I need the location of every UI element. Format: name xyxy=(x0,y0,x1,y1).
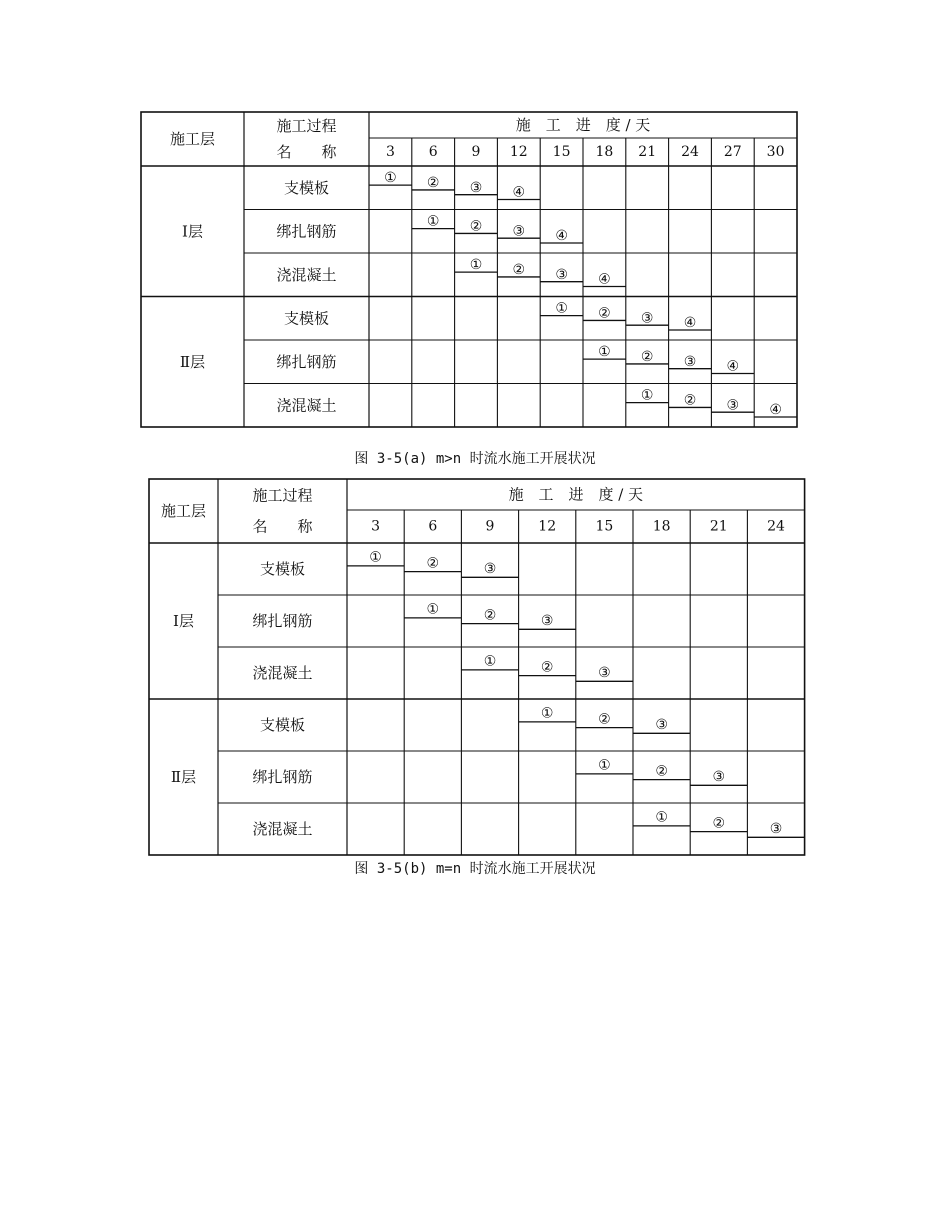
day-tick-label: 12 xyxy=(509,144,528,160)
segment-label: ③ xyxy=(540,613,554,630)
process-name: 支模板 xyxy=(260,560,305,579)
day-tick-label: 21 xyxy=(709,518,728,535)
segment-label: ② xyxy=(426,174,440,191)
schedule-table-a xyxy=(140,111,798,428)
day-tick-label: 6 xyxy=(428,144,438,160)
schedule-figure-a xyxy=(140,111,798,428)
segment-label: ② xyxy=(640,348,654,365)
day-tick-label: 24 xyxy=(681,144,699,160)
segment-label: ① xyxy=(426,601,440,618)
segment-label: ③ xyxy=(683,353,697,370)
layer-label: Ⅱ层 xyxy=(170,767,197,786)
day-tick-label: 21 xyxy=(638,144,657,160)
segment-label: ① xyxy=(555,300,568,317)
segment-label: ② xyxy=(712,815,726,832)
segment-label: ④ xyxy=(769,402,782,419)
figure-caption-a: 图 3-5(a) m>n 时流水施工开展状况 xyxy=(354,451,596,467)
process-name: 支模板 xyxy=(283,309,330,328)
layer-label: Ⅱ层 xyxy=(179,352,206,371)
schedule-figure-b xyxy=(148,478,806,856)
day-tick-label: 15 xyxy=(552,144,571,160)
process-name: 浇混凝土 xyxy=(252,819,313,838)
process-name: 支模板 xyxy=(283,178,330,197)
process-column-subheader: 名 称 xyxy=(276,143,337,161)
segment-label: ② xyxy=(683,392,697,409)
segment-label: ③ xyxy=(726,397,740,414)
segment-label: ③ xyxy=(640,310,654,327)
segment-label: ③ xyxy=(712,768,726,785)
segment-label: ② xyxy=(469,218,483,235)
process-name: 浇混凝土 xyxy=(252,664,313,682)
schedule-table-b xyxy=(148,478,806,856)
process-name: 支模板 xyxy=(260,715,305,734)
day-tick-label: 12 xyxy=(538,518,557,535)
day-tick-label: 30 xyxy=(766,144,785,160)
progress-header: 施 工 进 度 / 天 xyxy=(515,116,651,134)
segment-label: ① xyxy=(426,213,440,230)
day-tick-label: 27 xyxy=(723,144,742,160)
process-name: 绑扎钢筋 xyxy=(252,767,313,786)
day-tick-label: 9 xyxy=(485,518,495,535)
segment-label: ④ xyxy=(683,315,697,332)
table-border xyxy=(149,479,805,855)
day-tick-label: 6 xyxy=(428,518,438,535)
process-name: 绑扎钢筋 xyxy=(252,612,313,631)
segment-label: ④ xyxy=(512,184,526,201)
layer-label: Ⅰ层 xyxy=(173,612,194,631)
segment-label: ④ xyxy=(726,358,740,375)
segment-label: ④ xyxy=(555,228,568,245)
layer-column-header: 施工层 xyxy=(169,130,216,148)
day-tick-label: 18 xyxy=(652,518,671,535)
day-tick-label: 3 xyxy=(385,144,395,160)
segment-label: ① xyxy=(655,809,668,826)
segment-label: ③ xyxy=(555,266,568,283)
segment-label: ③ xyxy=(769,820,783,837)
process-column-header: 施工过程 xyxy=(276,117,337,135)
segment-label: ② xyxy=(483,607,497,624)
segment-label: ② xyxy=(512,261,526,278)
day-tick-label: 18 xyxy=(595,144,614,160)
segment-label: ① xyxy=(483,653,497,670)
segment-label: ② xyxy=(598,305,611,322)
segment-label: ③ xyxy=(512,223,526,240)
segment-label: ② xyxy=(655,763,668,780)
process-name: 绑扎钢筋 xyxy=(276,352,337,371)
segment-label: ② xyxy=(426,555,440,572)
day-tick-label: 15 xyxy=(595,518,614,535)
layer-column-header: 施工层 xyxy=(161,502,206,521)
segment-label: ① xyxy=(598,344,611,361)
segment-label: ① xyxy=(540,705,554,722)
segment-label: ③ xyxy=(598,664,611,681)
segment-label: ① xyxy=(598,757,611,774)
segment-label: ① xyxy=(369,549,382,566)
segment-label: ④ xyxy=(598,271,611,288)
process-column-subheader: 名 称 xyxy=(252,517,313,536)
day-tick-label: 3 xyxy=(371,518,381,535)
process-name: 浇混凝土 xyxy=(276,396,337,415)
process-name: 绑扎钢筋 xyxy=(276,222,337,241)
segment-label: ① xyxy=(469,257,483,274)
segment-label: ② xyxy=(598,711,611,728)
figure-caption-b: 图 3-5(b) m=n 时流水施工开展状况 xyxy=(354,861,596,877)
process-column-header: 施工过程 xyxy=(252,486,313,505)
segment-label: ② xyxy=(540,659,554,676)
process-name: 浇混凝土 xyxy=(276,265,337,284)
progress-header: 施 工 进 度 / 天 xyxy=(508,485,644,504)
segment-label: ① xyxy=(384,170,397,187)
segment-label: ③ xyxy=(655,716,668,733)
layer-label: Ⅰ层 xyxy=(182,222,203,241)
day-tick-label: 9 xyxy=(471,144,481,160)
segment-label: ③ xyxy=(469,179,483,196)
segment-label: ③ xyxy=(483,561,497,578)
segment-label: ① xyxy=(640,387,654,404)
day-tick-label: 24 xyxy=(767,518,785,535)
